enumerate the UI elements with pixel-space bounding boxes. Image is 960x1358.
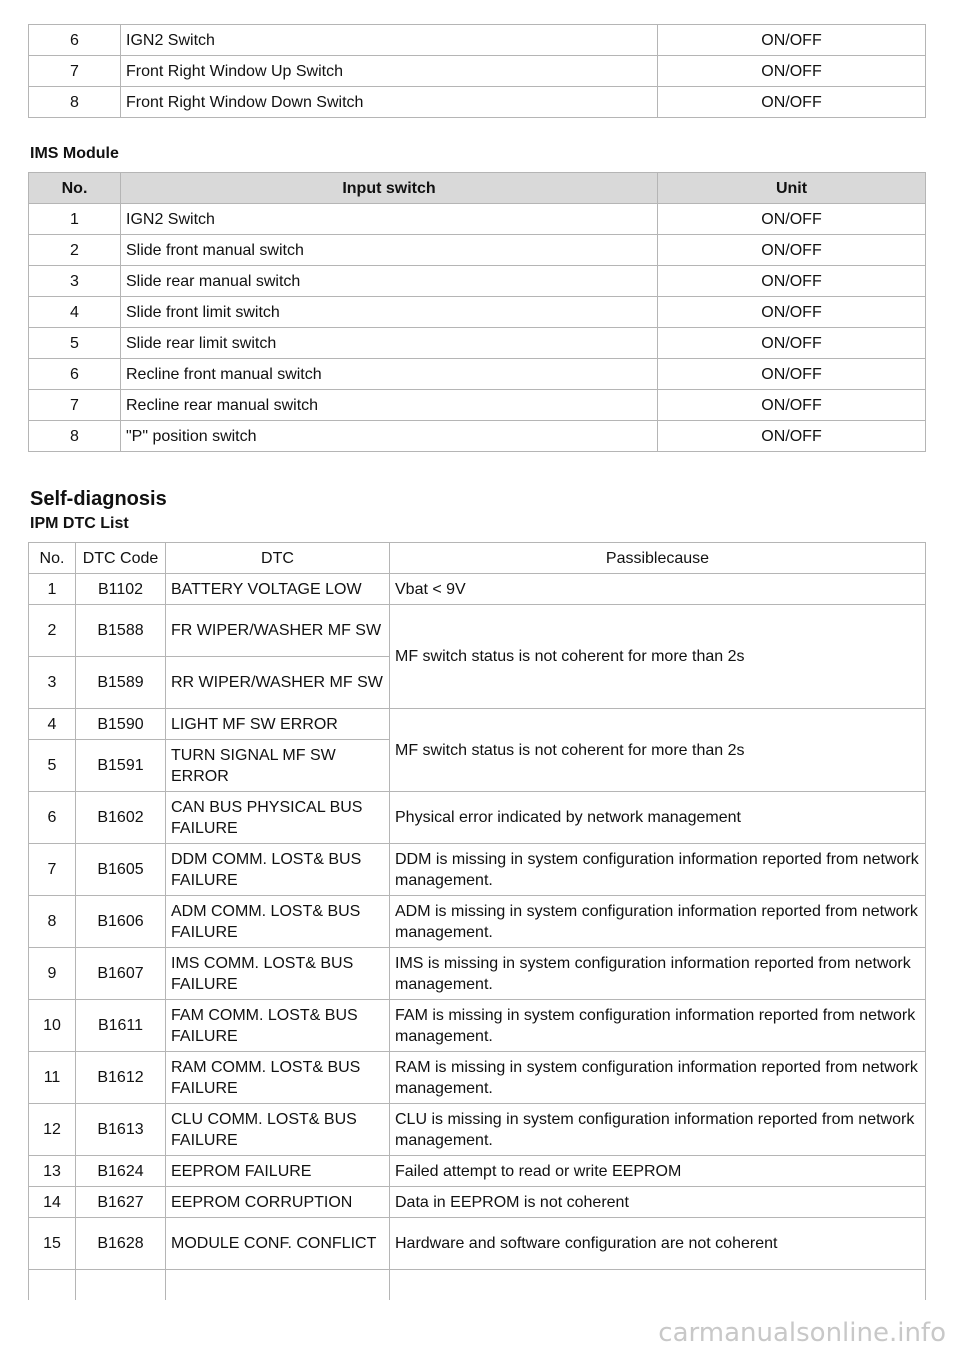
header-no: No. xyxy=(29,173,121,204)
table-row xyxy=(29,948,926,1000)
dtc-no: 12 xyxy=(29,1104,76,1156)
row-input: Front Right Window Up Switch xyxy=(121,56,658,87)
cut-cell xyxy=(76,1270,166,1301)
table-row xyxy=(29,204,926,235)
dtc-code: B1602 xyxy=(76,792,166,844)
row-input: "P" position switch xyxy=(121,421,658,452)
table-row xyxy=(29,792,926,844)
row-input: Slide front limit switch xyxy=(121,297,658,328)
cut-cell xyxy=(166,1270,390,1301)
dtc-code: B1627 xyxy=(76,1187,166,1218)
row-input: IGN2 Switch xyxy=(121,25,658,56)
row-input: Recline front manual switch xyxy=(121,359,658,390)
dtc-cause: CLU is missing in system configuration information reported from network management. xyxy=(390,1104,926,1156)
dtc-no: 10 xyxy=(29,1000,76,1052)
row-unit: ON/OFF xyxy=(658,266,926,297)
table-row xyxy=(29,574,926,605)
header-dtc: DTC xyxy=(166,543,390,574)
dtc-no: 6 xyxy=(29,792,76,844)
table-row xyxy=(29,1187,926,1218)
watermark: carmanualsonline.info xyxy=(658,1318,946,1348)
dtc-name: MODULE CONF. CONFLICT xyxy=(166,1218,390,1270)
dtc-name: BATTERY VOLTAGE LOW xyxy=(166,574,390,605)
dtc-cause: Data in EEPROM is not coherent xyxy=(390,1187,926,1218)
dtc-no: 13 xyxy=(29,1156,76,1187)
input-switch-table-continued xyxy=(28,24,926,118)
dtc-code: B1605 xyxy=(76,844,166,896)
dtc-no: 15 xyxy=(29,1218,76,1270)
header-input-switch: Input switch xyxy=(121,173,658,204)
dtc-cause: Failed attempt to read or write EEPROM xyxy=(390,1156,926,1187)
dtc-no: 5 xyxy=(29,740,76,792)
dtc-no: 8 xyxy=(29,896,76,948)
dtc-name: CLU COMM. LOST& BUS FAILURE xyxy=(166,1104,390,1156)
table-row xyxy=(29,1104,926,1156)
table-row xyxy=(29,421,926,452)
dtc-cause: MF switch status is not coherent for more than 2s xyxy=(390,709,926,792)
row-no: 3 xyxy=(29,266,121,297)
row-input: Slide front manual switch xyxy=(121,235,658,266)
row-no: 7 xyxy=(29,390,121,421)
dtc-cause: Hardware and software configuration are not coherent xyxy=(390,1218,926,1270)
dtc-no: 2 xyxy=(29,605,76,657)
row-unit: ON/OFF xyxy=(658,25,926,56)
dtc-code: B1589 xyxy=(76,657,166,709)
header-dtc-code: DTC Code xyxy=(76,543,166,574)
table-row xyxy=(29,1000,926,1052)
table-row-cut-off xyxy=(29,1270,926,1301)
dtc-code: B1612 xyxy=(76,1052,166,1104)
row-unit: ON/OFF xyxy=(658,235,926,266)
table-row xyxy=(29,896,926,948)
dtc-code: B1628 xyxy=(76,1218,166,1270)
dtc-code: B1102 xyxy=(76,574,166,605)
table-row xyxy=(29,1218,926,1270)
table-row xyxy=(29,297,926,328)
table-row xyxy=(29,235,926,266)
table-row xyxy=(29,605,926,657)
dtc-cause: MF switch status is not coherent for more than 2s xyxy=(390,605,926,709)
dtc-code: B1606 xyxy=(76,896,166,948)
row-unit: ON/OFF xyxy=(658,390,926,421)
dtc-name: CAN BUS PHYSICAL BUS FAILURE xyxy=(166,792,390,844)
row-unit: ON/OFF xyxy=(658,56,926,87)
dtc-name: RR WIPER/WASHER MF SW xyxy=(166,657,390,709)
row-unit: ON/OFF xyxy=(658,87,926,118)
table-row xyxy=(29,390,926,421)
row-no: 1 xyxy=(29,204,121,235)
dtc-name: FR WIPER/WASHER MF SW xyxy=(166,605,390,657)
row-unit: ON/OFF xyxy=(658,204,926,235)
table-row xyxy=(29,1156,926,1187)
table-row xyxy=(29,25,926,56)
table-row xyxy=(29,359,926,390)
table-row xyxy=(29,844,926,896)
dtc-no: 11 xyxy=(29,1052,76,1104)
dtc-name: EEPROM FAILURE xyxy=(166,1156,390,1187)
dtc-name: LIGHT MF SW ERROR xyxy=(166,709,390,740)
dtc-no: 7 xyxy=(29,844,76,896)
header-cause: Passiblecause xyxy=(390,543,926,574)
dtc-cause: Physical error indicated by network management xyxy=(390,792,926,844)
row-input: Recline rear manual switch xyxy=(121,390,658,421)
table-row xyxy=(29,328,926,359)
ims-input-switch-table xyxy=(28,172,926,452)
table-row xyxy=(29,56,926,87)
dtc-name: EEPROM CORRUPTION xyxy=(166,1187,390,1218)
dtc-cause: FAM is missing in system configuration information reported from network management. xyxy=(390,1000,926,1052)
dtc-no: 1 xyxy=(29,574,76,605)
row-unit: ON/OFF xyxy=(658,328,926,359)
table-row xyxy=(29,709,926,740)
table-header-row xyxy=(29,543,926,574)
row-no: 4 xyxy=(29,297,121,328)
dtc-cause: Vbat < 9V xyxy=(390,574,926,605)
self-diagnosis-heading: Self-diagnosis xyxy=(30,488,167,510)
ipm-dtc-table xyxy=(28,542,926,1300)
row-no: 7 xyxy=(29,56,121,87)
row-input: Slide rear manual switch xyxy=(121,266,658,297)
row-no: 2 xyxy=(29,235,121,266)
row-no: 6 xyxy=(29,359,121,390)
dtc-name: RAM COMM. LOST& BUS FAILURE xyxy=(166,1052,390,1104)
dtc-cause: IMS is missing in system configuration information reported from network management. xyxy=(390,948,926,1000)
dtc-no: 3 xyxy=(29,657,76,709)
row-input: Slide rear limit switch xyxy=(121,328,658,359)
dtc-name: IMS COMM. LOST& BUS FAILURE xyxy=(166,948,390,1000)
dtc-no: 4 xyxy=(29,709,76,740)
dtc-code: B1613 xyxy=(76,1104,166,1156)
dtc-code: B1624 xyxy=(76,1156,166,1187)
row-unit: ON/OFF xyxy=(658,359,926,390)
dtc-no: 14 xyxy=(29,1187,76,1218)
dtc-name: ADM COMM. LOST& BUS FAILURE xyxy=(166,896,390,948)
dtc-name: FAM COMM. LOST& BUS FAILURE xyxy=(166,1000,390,1052)
row-no: 6 xyxy=(29,25,121,56)
table-header-row xyxy=(29,173,926,204)
cut-cell xyxy=(390,1270,926,1301)
ipm-dtc-list-heading: IPM DTC List xyxy=(30,515,129,532)
row-input: Front Right Window Down Switch xyxy=(121,87,658,118)
dtc-cause: ADM is missing in system configuration information reported from network management. xyxy=(390,896,926,948)
dtc-name: TURN SIGNAL MF SW ERROR xyxy=(166,740,390,792)
row-no: 8 xyxy=(29,87,121,118)
row-input: IGN2 Switch xyxy=(121,204,658,235)
header-no: No. xyxy=(29,543,76,574)
row-unit: ON/OFF xyxy=(658,421,926,452)
row-no: 5 xyxy=(29,328,121,359)
header-unit: Unit xyxy=(658,173,926,204)
table-row xyxy=(29,266,926,297)
dtc-code: B1611 xyxy=(76,1000,166,1052)
cut-cell xyxy=(29,1270,76,1301)
dtc-cause: RAM is missing in system configuration information reported from network management. xyxy=(390,1052,926,1104)
dtc-code: B1591 xyxy=(76,740,166,792)
dtc-cause: DDM is missing in system configuration information reported from network management. xyxy=(390,844,926,896)
row-no: 8 xyxy=(29,421,121,452)
dtc-no: 9 xyxy=(29,948,76,1000)
dtc-name: DDM COMM. LOST& BUS FAILURE xyxy=(166,844,390,896)
dtc-code: B1590 xyxy=(76,709,166,740)
table-row xyxy=(29,1052,926,1104)
dtc-code: B1607 xyxy=(76,948,166,1000)
table-row xyxy=(29,87,926,118)
ims-module-heading: IMS Module xyxy=(30,145,119,162)
dtc-code: B1588 xyxy=(76,605,166,657)
row-unit: ON/OFF xyxy=(658,297,926,328)
